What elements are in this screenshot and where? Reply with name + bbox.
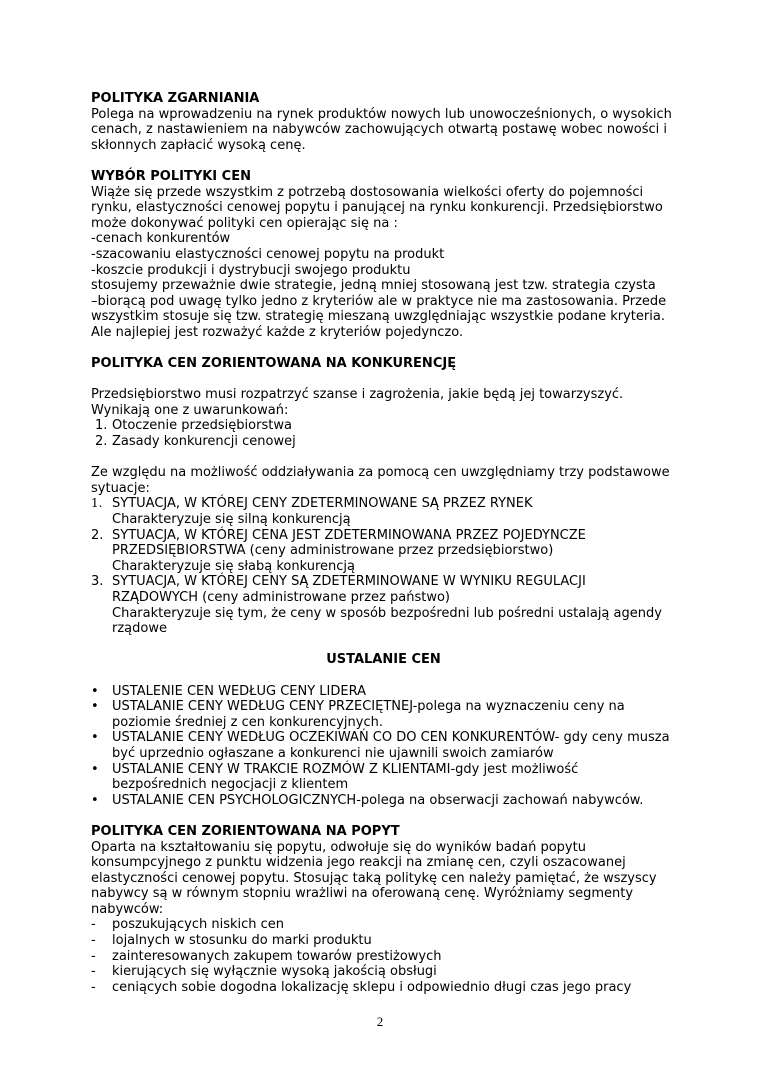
- list-item-text: SYTUACJA, W KTÓREJ CENY ZDETERMINOWANE SĄ PRZEZ RYNEK: [112, 496, 533, 512]
- dash-item: [91, 949, 676, 965]
- section-heading: WYBÓR POLITYKI CEN: [91, 168, 251, 184]
- section-heading: USTALANIE CEN: [326, 652, 441, 668]
- section-heading: POLITYKA CEN ZORIENTOWANA NA POPYT: [91, 823, 400, 839]
- list-item: [91, 434, 676, 450]
- list-marker: 2.: [95, 434, 108, 450]
- bullet-text: USTALANIE CENY WEDŁUG OCZEKIWAŃ CO DO CEN KONKURENTÓW- gdy ceny musza: [112, 730, 670, 746]
- text-line: Ze względu na możliwość oddziaływania za pomocą cen uwzględniamy trzy podstawowe: [91, 465, 670, 481]
- list-item: [91, 418, 676, 434]
- bullet-text: USTALANIE CENY W TRAKCIE ROZMÓW Z KLIENTAMI-gdy jest możliwość: [112, 761, 579, 777]
- list-item: [91, 528, 676, 575]
- text-line: -szacowaniu elastyczności cenowej popytu na produkt: [91, 246, 445, 262]
- bullet-marker: •: [91, 730, 99, 746]
- text-line: wszystkim stosuje się tzw. strategię mieszaną uwzględniając wszystkie podane kryteria.: [91, 309, 665, 325]
- list-item-text: SYTUACJA, W KTÓREJ CENY SĄ ZDETERMINOWANE W WYNIKU REGULACJI: [112, 574, 586, 590]
- list-item-text: PRZEDSIĘBIORSTWA (ceny administrowane przez przedsiębiorstwo): [112, 543, 554, 559]
- bullet-item: [91, 793, 676, 809]
- list-marker: 2.: [91, 527, 104, 543]
- text-line: Ale najlepiej jest rozważyć każde z kryteriów pojedynczo.: [91, 324, 464, 340]
- document-page: [91, 91, 676, 995]
- dash-item: [91, 964, 676, 980]
- dash-item-text: poszukujących niskich cen: [112, 917, 285, 933]
- dash-marker: -: [91, 917, 96, 933]
- list-marker: 1.: [91, 496, 103, 511]
- list-item-text: Zasady konkurencji cenowej: [112, 434, 296, 450]
- dash-item: [91, 933, 676, 949]
- bullet-marker: •: [91, 683, 99, 699]
- bullet-marker: •: [91, 792, 99, 808]
- section-heading: POLITYKA CEN ZORIENTOWANA NA KONKURENCJĘ: [91, 356, 457, 372]
- bullet-text: bezpośrednich negocjacji z klientem: [112, 777, 349, 793]
- bullet-text: poziomie średniej z cen konkurencyjnych.: [112, 714, 383, 730]
- list-marker: 3.: [91, 574, 104, 590]
- dash-item-text: ceniących sobie dogodna lokalizację sklepu i odpowiednio długi czas jego pracy: [112, 979, 632, 995]
- list-item-text: Charakteryzuje się tym, że ceny w sposób bezpośredni lub pośredni ustalają agendy: [112, 605, 662, 621]
- bullet-text: USTALANIE CENY WEDŁUG CENY PRZECIĘTNEJ-polega na wyznaczeniu ceny na: [112, 699, 625, 715]
- text-line: -cenach konkurentów: [91, 231, 231, 247]
- dash-marker: -: [91, 933, 96, 949]
- text-line: Przedsiębiorstwo musi rozpatrzyć szanse i zagrożenia, jakie będą jej towarzyszyć.: [91, 387, 624, 403]
- list-item-text: Charakteryzuje się silną konkurencją: [112, 512, 351, 528]
- bullet-marker: •: [91, 761, 99, 777]
- list-item: [91, 574, 676, 636]
- page-number: 2: [376, 1014, 384, 1029]
- dash-marker: -: [91, 948, 96, 964]
- bullet-item: [91, 684, 676, 700]
- list-item: [91, 496, 676, 527]
- bullet-text: być uprzednio ogłaszane a konkurenci nie ujawnili swoich zamiarów: [112, 745, 554, 761]
- text-line: elastyczności cenowej popytu. Stosując taką politykę cen należy pamiętać, że wszyscy: [91, 870, 657, 886]
- dash-item-text: kierujących się wyłącznie wysoką jakością obsługi: [112, 964, 437, 980]
- dash-item: [91, 980, 676, 996]
- text-line: Polega na wprowadzeniu na rynek produktów nowych lub unowocześnionych, o wysokich: [91, 106, 672, 122]
- list-marker: 1.: [95, 418, 108, 434]
- bullet-text: USTALENIE CEN WEDŁUG CENY LIDERA: [112, 683, 366, 699]
- list-item-text: SYTUACJA, W KTÓREJ CENA JEST ZDETERMINOWANA PRZEZ POJEDYNCZE: [112, 527, 586, 543]
- list-item-text: RZĄDOWYCH (ceny administrowane przez państwo): [112, 590, 450, 605]
- text-line: Wiąże się przede wszystkim z potrzebą dostosowania wielkości oferty do pojemności: [91, 184, 644, 200]
- bullet-marker: •: [91, 699, 99, 715]
- dash-item-text: lojalnych w stosunku do marki produktu: [112, 933, 372, 949]
- bullet-item: [91, 730, 676, 761]
- list-item-text: Otoczenie przedsiębiorstwa: [112, 418, 292, 434]
- bullet-item: [91, 762, 676, 793]
- dash-item-text: zainteresowanych zakupem towarów prestiżowych: [112, 948, 442, 964]
- text-line: sytuacje:: [91, 480, 150, 496]
- text-line: konsumpcyjnego z punktu widzenia jego reakcji na zmianę cen, czyli oszacowanej: [91, 855, 626, 871]
- dash-marker: -: [91, 979, 96, 995]
- text-line: Wynikają one z uwarunkowań:: [91, 402, 289, 418]
- bullet-item: [91, 699, 676, 730]
- dash-item: [91, 917, 676, 933]
- dash-marker: -: [91, 964, 96, 980]
- bullet-text: USTALANIE CEN PSYCHOLOGICZNYCH-polega na obserwacji zachowań nabywców.: [112, 792, 644, 808]
- text-line: –biorącą pod uwagę tylko jedno z kryteriów ale w praktyce nie ma zastosowania. Przede: [91, 293, 667, 309]
- text-line: -koszcie produkcji i dystrybucji swojego produktu: [91, 262, 411, 278]
- text-line: cenach, z nastawieniem na nabywców zachowujących otwartą postawę wobec nowości i: [91, 122, 667, 138]
- text-line: nabywców:: [91, 901, 164, 917]
- text-line: Oparta na kształtowaniu się popytu, odwołuje się do wyników badań popytu: [91, 839, 586, 855]
- list-item-text: Charakteryzuje się słabą konkurencją: [112, 558, 356, 574]
- text-line: rynku, elastyczności cenowej popytu i panującej na rynku konkurencji. Przedsiębiorstwo: [91, 200, 663, 216]
- text-line: może dokonywać polityki cen opierając się na :: [91, 215, 398, 231]
- text-line: skłonnych zapłacić wysoką cenę.: [91, 137, 306, 153]
- text-line: stosujemy przeważnie dwie strategie, jedną mniej stosowaną jest tzw. strategia czysta: [91, 278, 656, 294]
- section-heading: POLITYKA ZGARNIANIA: [91, 91, 260, 106]
- text-line: nabywcy są w równym stopniu wrażliwi na oferowaną cenę. Wyróżniamy segmenty: [91, 886, 634, 902]
- list-item-text: rządowe: [112, 621, 167, 637]
